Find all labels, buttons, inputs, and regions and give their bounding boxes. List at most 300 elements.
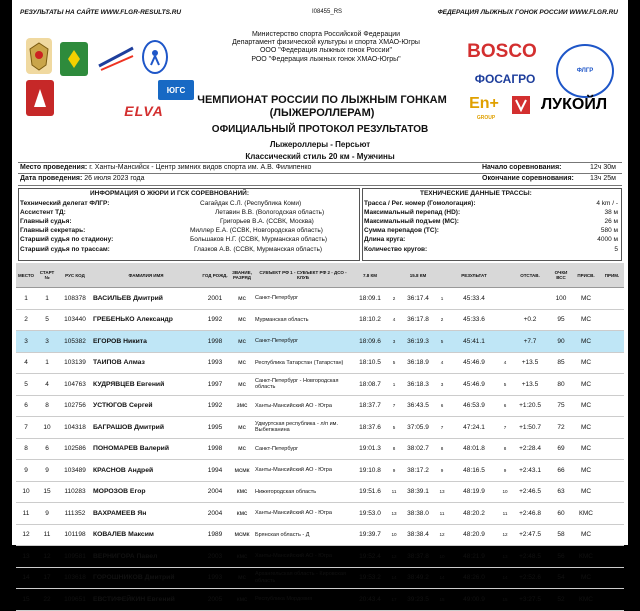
bib-cell: 10 (36, 417, 58, 439)
split2-rank: 12 (436, 524, 448, 546)
start-value: 12ч 30м (590, 164, 616, 171)
gap-cell: +13.5 (510, 352, 550, 374)
table-row[interactable] (16, 417, 624, 439)
table-row[interactable] (16, 288, 624, 310)
split2-time: 38:17.2 (400, 460, 436, 482)
points-cell: 95 (550, 309, 572, 331)
result-time: 48:19.9 (448, 481, 500, 503)
jury-role: Старший судья по стадиону: (20, 236, 114, 243)
table-row[interactable] (16, 546, 624, 568)
year-cell: 1997 (200, 374, 230, 396)
points-cell: 54 (550, 567, 572, 589)
tech-label: Трасса / Рег. номер (Гомологация): (364, 200, 476, 207)
enplus-logo: En+ (469, 95, 499, 112)
gap-cell: +2:46.8 (510, 503, 550, 525)
category-label: Классический стиль 20 км - Мужчины (245, 152, 395, 161)
region-cell: Санкт-Петербург (254, 331, 352, 353)
result-time: 45:33.4 (448, 288, 500, 310)
table-row[interactable] (16, 460, 624, 482)
place-cell: 12 (16, 524, 36, 546)
bib-cell: 8 (36, 395, 58, 417)
result-time: 48:01.8 (448, 438, 500, 460)
protocol-page (12, 0, 628, 603)
lukoil-logo: ЛУКОЙЛ (540, 96, 608, 113)
gap-cell: +2:52.6 (510, 567, 550, 589)
note-cell (600, 546, 624, 568)
federation-site-link[interactable]: ФЕДЕРАЦИЯ ЛЫЖНЫХ ГОНОК РОССИИ WWW.FLGR.RU (437, 9, 618, 16)
split2-rank: 5 (436, 331, 448, 353)
code-cell: 104763 (58, 374, 92, 396)
tech-value: 5 (614, 246, 618, 253)
split2-rank: 7 (436, 417, 448, 439)
elva-logo: ELVA (100, 102, 188, 120)
note-cell (600, 417, 624, 439)
year-cell: 1998 (200, 438, 230, 460)
bib-cell: 11 (36, 524, 58, 546)
athlete-name: ПОНОМАРЕВ Валерий (92, 438, 200, 460)
bosco-logo: BOSCO (467, 41, 537, 62)
bib-cell: 17 (36, 567, 58, 589)
gap-cell: +13.5 (510, 374, 550, 396)
rank-cell: мс (230, 567, 254, 589)
ministry-emblem-icon (26, 38, 52, 74)
jury-person: Летавин В.В. (Вологодская область) (215, 209, 325, 216)
region-cell: Республика Мордовия (254, 589, 352, 611)
split2-time: 38:38.4 (400, 524, 436, 546)
assigned-rank: МС (572, 524, 600, 546)
organizer-line: Департамент физической культуры и спорта ХМАО-Югры (232, 39, 420, 47)
region-cell: Санкт-Петербург (254, 438, 352, 460)
assigned-rank: МС (572, 460, 600, 482)
column-header: ЗВАНИЕ, РАЗРЯД (230, 263, 254, 288)
place-cell: 7 (16, 417, 36, 439)
venue-label: Место проведения: (20, 164, 88, 171)
place-cell: 4 (16, 352, 36, 374)
split1-time: 20:43.4 (352, 589, 388, 611)
split1-rank: 17 (388, 589, 400, 611)
points-cell: 100 (550, 288, 572, 310)
split2-time: 36:18.3 (400, 374, 436, 396)
split1-rank: 7 (388, 395, 400, 417)
split1-rank: 9 (388, 460, 400, 482)
note-cell (600, 331, 624, 353)
code-cell: 110283 (58, 481, 92, 503)
split1-time: 19:52.4 (352, 546, 388, 568)
code-cell: 104318 (58, 417, 92, 439)
event-title-line2: (ЛЫЖЕРОЛЛЕРАМ) (269, 107, 375, 119)
points-cell: 69 (550, 438, 572, 460)
year-cell: 1992 (200, 395, 230, 417)
column-header (388, 263, 400, 288)
code-cell: 101198 (58, 524, 92, 546)
split2-time: 36:18.9 (400, 352, 436, 374)
result-time: 45:41.1 (448, 331, 500, 353)
points-cell: 90 (550, 331, 572, 353)
tech-label: Максимальный подъем (MC): (364, 218, 459, 225)
bib-cell: 6 (36, 438, 58, 460)
result-rank: 15 (500, 589, 510, 611)
end-value: 13ч 25м (590, 175, 616, 182)
bib-cell: 12 (36, 546, 58, 568)
split1-rank: 2 (388, 288, 400, 310)
assigned-rank: МС (572, 331, 600, 353)
assigned-rank: МС (572, 288, 600, 310)
code-cell: 111352 (58, 503, 92, 525)
rank-cell: мсмк (230, 460, 254, 482)
result-time: 49:00.9 (448, 589, 500, 611)
tech-value: 4 km / - (596, 200, 618, 207)
split2-time: 36:43.5 (400, 395, 436, 417)
table-row[interactable] (16, 567, 624, 589)
points-cell: 72 (550, 417, 572, 439)
organizer-line: РОО "Федерация лыжных гонок ХМАО-Югры" (251, 55, 401, 63)
tech-value: 4000 м (597, 236, 618, 243)
year-cell: 1994 (200, 460, 230, 482)
rank-cell: кмс (230, 503, 254, 525)
table-row[interactable] (16, 589, 624, 611)
result-rank (500, 331, 510, 353)
date-label: Дата проведения: (20, 175, 83, 182)
bib-cell: 9 (36, 503, 58, 525)
column-header: РЕЗУЛЬТАТ (448, 263, 500, 288)
region-cell: Мурманская область (254, 309, 352, 331)
note-cell (600, 309, 624, 331)
place-cell: 6 (16, 395, 36, 417)
athlete-name: ЕГОРОВ Никита (92, 331, 200, 353)
split2-time: 36:17.8 (400, 309, 436, 331)
rank-cell: змс (230, 395, 254, 417)
region-cell: Ханты-Мансийский АО - Югра (254, 503, 352, 525)
region-cell: Ханты-Мансийский АО - Югра (254, 546, 352, 568)
split1-time: 19:10.8 (352, 460, 388, 482)
gap-cell: +0.2 (510, 309, 550, 331)
code-cell: 103139 (58, 352, 92, 374)
result-time: 48:20.2 (448, 503, 500, 525)
assigned-rank: МС (572, 417, 600, 439)
points-cell: 66 (550, 460, 572, 482)
rank-cell: мсмк (230, 524, 254, 546)
points-cell: 58 (550, 524, 572, 546)
year-cell: 2001 (200, 288, 230, 310)
split2-time: 38:38.0 (400, 503, 436, 525)
venue-value: г. Ханты-Мансийск - Центр зимних видов спорта им. А.В. Филипенко (89, 164, 312, 171)
table-row[interactable] (16, 524, 624, 546)
table-header (16, 263, 624, 288)
split1-rank: 10 (388, 524, 400, 546)
gap-cell: +2:28.4 (510, 438, 550, 460)
jury-role: Старший судья по трассам: (20, 246, 110, 253)
assigned-rank: МС (572, 374, 600, 396)
note-cell (600, 352, 624, 374)
dept-sport-logo (26, 80, 54, 116)
athlete-name: ВЕРНИГОРА Павел (92, 546, 200, 568)
tech-value: 580 м (600, 227, 618, 234)
rank-cell: кмс (230, 589, 254, 611)
column-header: ОТСТАВ. (510, 263, 550, 288)
jury-person: Миллер Е.А. (ССВК, Новгородская область) (190, 227, 323, 234)
place-cell: 15 (16, 589, 36, 611)
split1-time: 19:51.6 (352, 481, 388, 503)
code-cell: 103618 (58, 567, 92, 589)
note-cell (600, 481, 624, 503)
organizer-line: ООО "Федерация лыжных гонок России" (259, 47, 392, 55)
split1-rank: 1 (388, 374, 400, 396)
bib-cell: 15 (36, 481, 58, 503)
code-cell: 109581 (58, 546, 92, 568)
gap-cell: +1:20.5 (510, 395, 550, 417)
tech-label: Сумма перепадов (TC): (364, 227, 439, 234)
flgr-small-logo (96, 40, 136, 74)
result-rank: 9 (500, 460, 510, 482)
code-cell: 102756 (58, 395, 92, 417)
place-cell: 3 (16, 331, 36, 353)
split1-time: 18:09.6 (352, 331, 388, 353)
points-cell: 60 (550, 503, 572, 525)
region-cell: Санкт-Петербург - Новгородская область (254, 374, 352, 396)
column-header: ФАМИЛИЯ ИМЯ (92, 263, 200, 288)
column-header: ОЧКИ ВСС (550, 263, 572, 288)
note-cell (600, 438, 624, 460)
discipline-label: Лыжероллеры - Персьют (269, 140, 371, 149)
points-cell: 85 (550, 352, 572, 374)
split2-rank: 13 (436, 481, 448, 503)
tech-label: Количество кругов: (364, 246, 428, 253)
split1-rank: 11 (388, 481, 400, 503)
table-row[interactable] (16, 395, 624, 417)
venue-line (20, 164, 311, 171)
gap-cell: +2:46.5 (510, 481, 550, 503)
bib-cell: 22 (36, 589, 58, 611)
assigned-rank: МС (572, 309, 600, 331)
document-code: I08455_RS (312, 9, 343, 15)
table-row[interactable] (16, 331, 624, 353)
split2-rank: 3 (436, 374, 448, 396)
bib-cell: 1 (36, 288, 58, 310)
split1-time: 19:53.0 (352, 503, 388, 525)
code-cell: 109651 (58, 589, 92, 611)
result-rank: 6 (500, 395, 510, 417)
athlete-name: МОРОЗОВ Егор (92, 481, 200, 503)
column-header: 7.8 КМ (352, 263, 388, 288)
points-cell: 56 (550, 546, 572, 568)
jury-person: Глазков А.В. (ССВК, Мурманская область) (194, 246, 322, 253)
result-rank: 13 (500, 546, 510, 568)
column-header: РУС КОД (58, 263, 92, 288)
split2-rank: 11 (436, 503, 448, 525)
technical-heading: ТЕХНИЧЕСКИЕ ДАННЫЕ ТРАССЫ: (420, 190, 532, 197)
rank-cell: мс (230, 288, 254, 310)
table-row[interactable] (16, 438, 624, 460)
note-cell (600, 567, 624, 589)
top-header (12, 3, 628, 17)
column-header: МЕСТО (16, 263, 36, 288)
lukoil-icon (512, 96, 530, 114)
split2-rank: 15 (436, 589, 448, 611)
event-title-line1: ЧЕМПИОНАТ РОССИИ ПО ЛЫЖНЫМ ГОНКАМ (197, 94, 447, 106)
split2-time: 38:49.2 (400, 567, 436, 589)
start-line (482, 164, 562, 171)
rank-cell: мс (230, 309, 254, 331)
split2-rank: 2 (436, 309, 448, 331)
year-cell: 2003 (200, 546, 230, 568)
place-cell: 9 (16, 460, 36, 482)
result-time: 48:16.5 (448, 460, 500, 482)
assigned-rank: МС (572, 395, 600, 417)
athlete-name: УСТЮГОВ Сергей (92, 395, 200, 417)
event-title (162, 94, 482, 120)
split2-rank: 8 (436, 438, 448, 460)
athlete-name: БАГРАШОВ Дмитрий (92, 417, 200, 439)
athlete-name: ТАИПОВ Алмаз (92, 352, 200, 374)
end-line (482, 175, 574, 182)
result-rank: 7 (500, 417, 510, 439)
result-time: 45:33.6 (448, 309, 500, 331)
result-rank: 12 (500, 524, 510, 546)
split2-rank: 6 (436, 395, 448, 417)
result-time: 48:21.9 (448, 546, 500, 568)
year-cell: 1992 (200, 309, 230, 331)
gap-cell: +7.7 (510, 331, 550, 353)
split2-time: 38:39.1 (400, 481, 436, 503)
split2-time: 37:05.9 (400, 417, 436, 439)
points-cell: 63 (550, 481, 572, 503)
gap-cell: +2:43.1 (510, 460, 550, 482)
gap-cell: +2:47.5 (510, 524, 550, 546)
protocol-heading: ОФИЦИАЛЬНЫЙ ПРОТОКОЛ РЕЗУЛЬТАТОВ (211, 124, 429, 135)
place-cell: 2 (16, 309, 36, 331)
tech-value: 26 м (604, 218, 618, 225)
points-cell: 75 (550, 395, 572, 417)
table-row[interactable] (16, 309, 624, 331)
column-header (500, 263, 510, 288)
points-cell: 52 (550, 589, 572, 611)
column-header: ПРИСВ. (572, 263, 600, 288)
table-row[interactable] (16, 481, 624, 503)
yugs-logo: ЮГС (158, 80, 194, 100)
column-header: 15.8 КМ (400, 263, 436, 288)
gap-cell (510, 288, 550, 310)
split2-time: 36:19.3 (400, 331, 436, 353)
split2-time: 38:37.8 (400, 546, 436, 568)
table-row[interactable] (16, 352, 624, 374)
year-cell: 1998 (200, 331, 230, 353)
jury-role: Главный судья: (20, 218, 72, 225)
athlete-name: КОВАЛЕВ Максим (92, 524, 200, 546)
result-time: 46:53.9 (448, 395, 500, 417)
assigned-rank: КМС (572, 546, 600, 568)
jury-info (20, 190, 356, 258)
enplus-group-label: GROUP (476, 115, 496, 121)
code-cell: 108378 (58, 288, 92, 310)
result-rank: 8 (500, 438, 510, 460)
note-cell (600, 524, 624, 546)
year-cell: 2004 (200, 481, 230, 503)
year-cell: 2005 (200, 589, 230, 611)
code-cell: 105382 (58, 331, 92, 353)
note-cell (600, 374, 624, 396)
split1-time: 18:10.2 (352, 309, 388, 331)
rank-cell: мс (230, 438, 254, 460)
assigned-rank: МС (572, 352, 600, 374)
assigned-rank: КМС (572, 589, 600, 611)
results-site-link[interactable]: РЕЗУЛЬТАТЫ НА САЙТЕ WWW.FLGR-RESULTS.RU (20, 9, 182, 16)
athlete-name: ВАСИЛЬЕВ Дмитрий (92, 288, 200, 310)
split1-rank: 4 (388, 309, 400, 331)
place-cell: 14 (16, 567, 36, 589)
column-header (436, 263, 448, 288)
column-header: ПРИМ. (600, 263, 624, 288)
jury-person: Григорьев В.А. (ССВК, Москва) (220, 218, 314, 225)
place-cell: 10 (16, 481, 36, 503)
bib-cell: 1 (36, 352, 58, 374)
region-cell: Нижегородская область (254, 481, 352, 503)
jury-person: Большаков Н.Г. (ССВК, Мурманская область) (190, 236, 328, 243)
code-cell: 103489 (58, 460, 92, 482)
assigned-rank: КМС (572, 503, 600, 525)
region-cell: Брянская область - Д (254, 524, 352, 546)
rank-cell: мс (230, 331, 254, 353)
tech-label: Длина круга: (364, 236, 406, 243)
result-time: 45:46.9 (448, 352, 500, 374)
year-cell: 1993 (200, 567, 230, 589)
region-cell: Ханты-Мансийский АО - Югра (254, 395, 352, 417)
split1-time: 18:37.7 (352, 395, 388, 417)
jury-role: Технический делегат ФЛГР: (20, 200, 110, 207)
date-value: 26 июля 2023 года (84, 175, 145, 182)
code-cell: 103440 (58, 309, 92, 331)
split1-rank: 12 (388, 546, 400, 568)
bib-cell: 5 (36, 309, 58, 331)
organizers-block (162, 31, 490, 64)
year-cell: 1989 (200, 524, 230, 546)
column-header: СУБЪЕКТ РФ 1 - СУБЪЕКТ РФ 2 - ДСО - КЛУБ (254, 263, 352, 288)
assigned-rank: МС (572, 438, 600, 460)
place-cell: 11 (16, 503, 36, 525)
split1-time: 18:10.5 (352, 352, 388, 374)
region-cell: Ханты-Мансийский АО - Югра (254, 460, 352, 482)
gap-cell: +1:50.7 (510, 417, 550, 439)
table-row[interactable] (16, 503, 624, 525)
jury-person: Сагайдак С.Л. (Республика Коми) (200, 200, 302, 207)
result-time: 45:46.9 (448, 374, 500, 396)
table-row[interactable] (16, 374, 624, 396)
table-body (16, 288, 624, 611)
place-cell: 5 (16, 374, 36, 396)
split1-rank: 8 (388, 438, 400, 460)
yugra-emblem-icon (60, 42, 88, 76)
flgr-emblem-icon: ФЛГР (556, 44, 614, 98)
place-cell: 13 (16, 546, 36, 568)
split1-time: 19:39.7 (352, 524, 388, 546)
place-cell: 1 (16, 288, 36, 310)
tech-label: Максимальный перепад (HD): (364, 209, 461, 216)
note-cell (600, 589, 624, 611)
points-cell: 80 (550, 374, 572, 396)
athlete-name: ГРЕБЕНЬКО Александр (92, 309, 200, 331)
gap-cell: +3:27.5 (510, 589, 550, 611)
result-time: 48:26.0 (448, 567, 500, 589)
split1-rank: 14 (388, 567, 400, 589)
athlete-name: ВАХРАМЕЕВ Ян (92, 503, 200, 525)
split1-time: 19:53.2 (352, 567, 388, 589)
end-label: Окончание соревнования: (482, 175, 574, 182)
technical-info (364, 190, 618, 258)
result-rank (500, 288, 510, 310)
jury-role: Главный секретарь: (20, 227, 86, 234)
result-rank: 4 (500, 352, 510, 374)
assigned-rank: МС (572, 481, 600, 503)
place-cell: 8 (16, 438, 36, 460)
